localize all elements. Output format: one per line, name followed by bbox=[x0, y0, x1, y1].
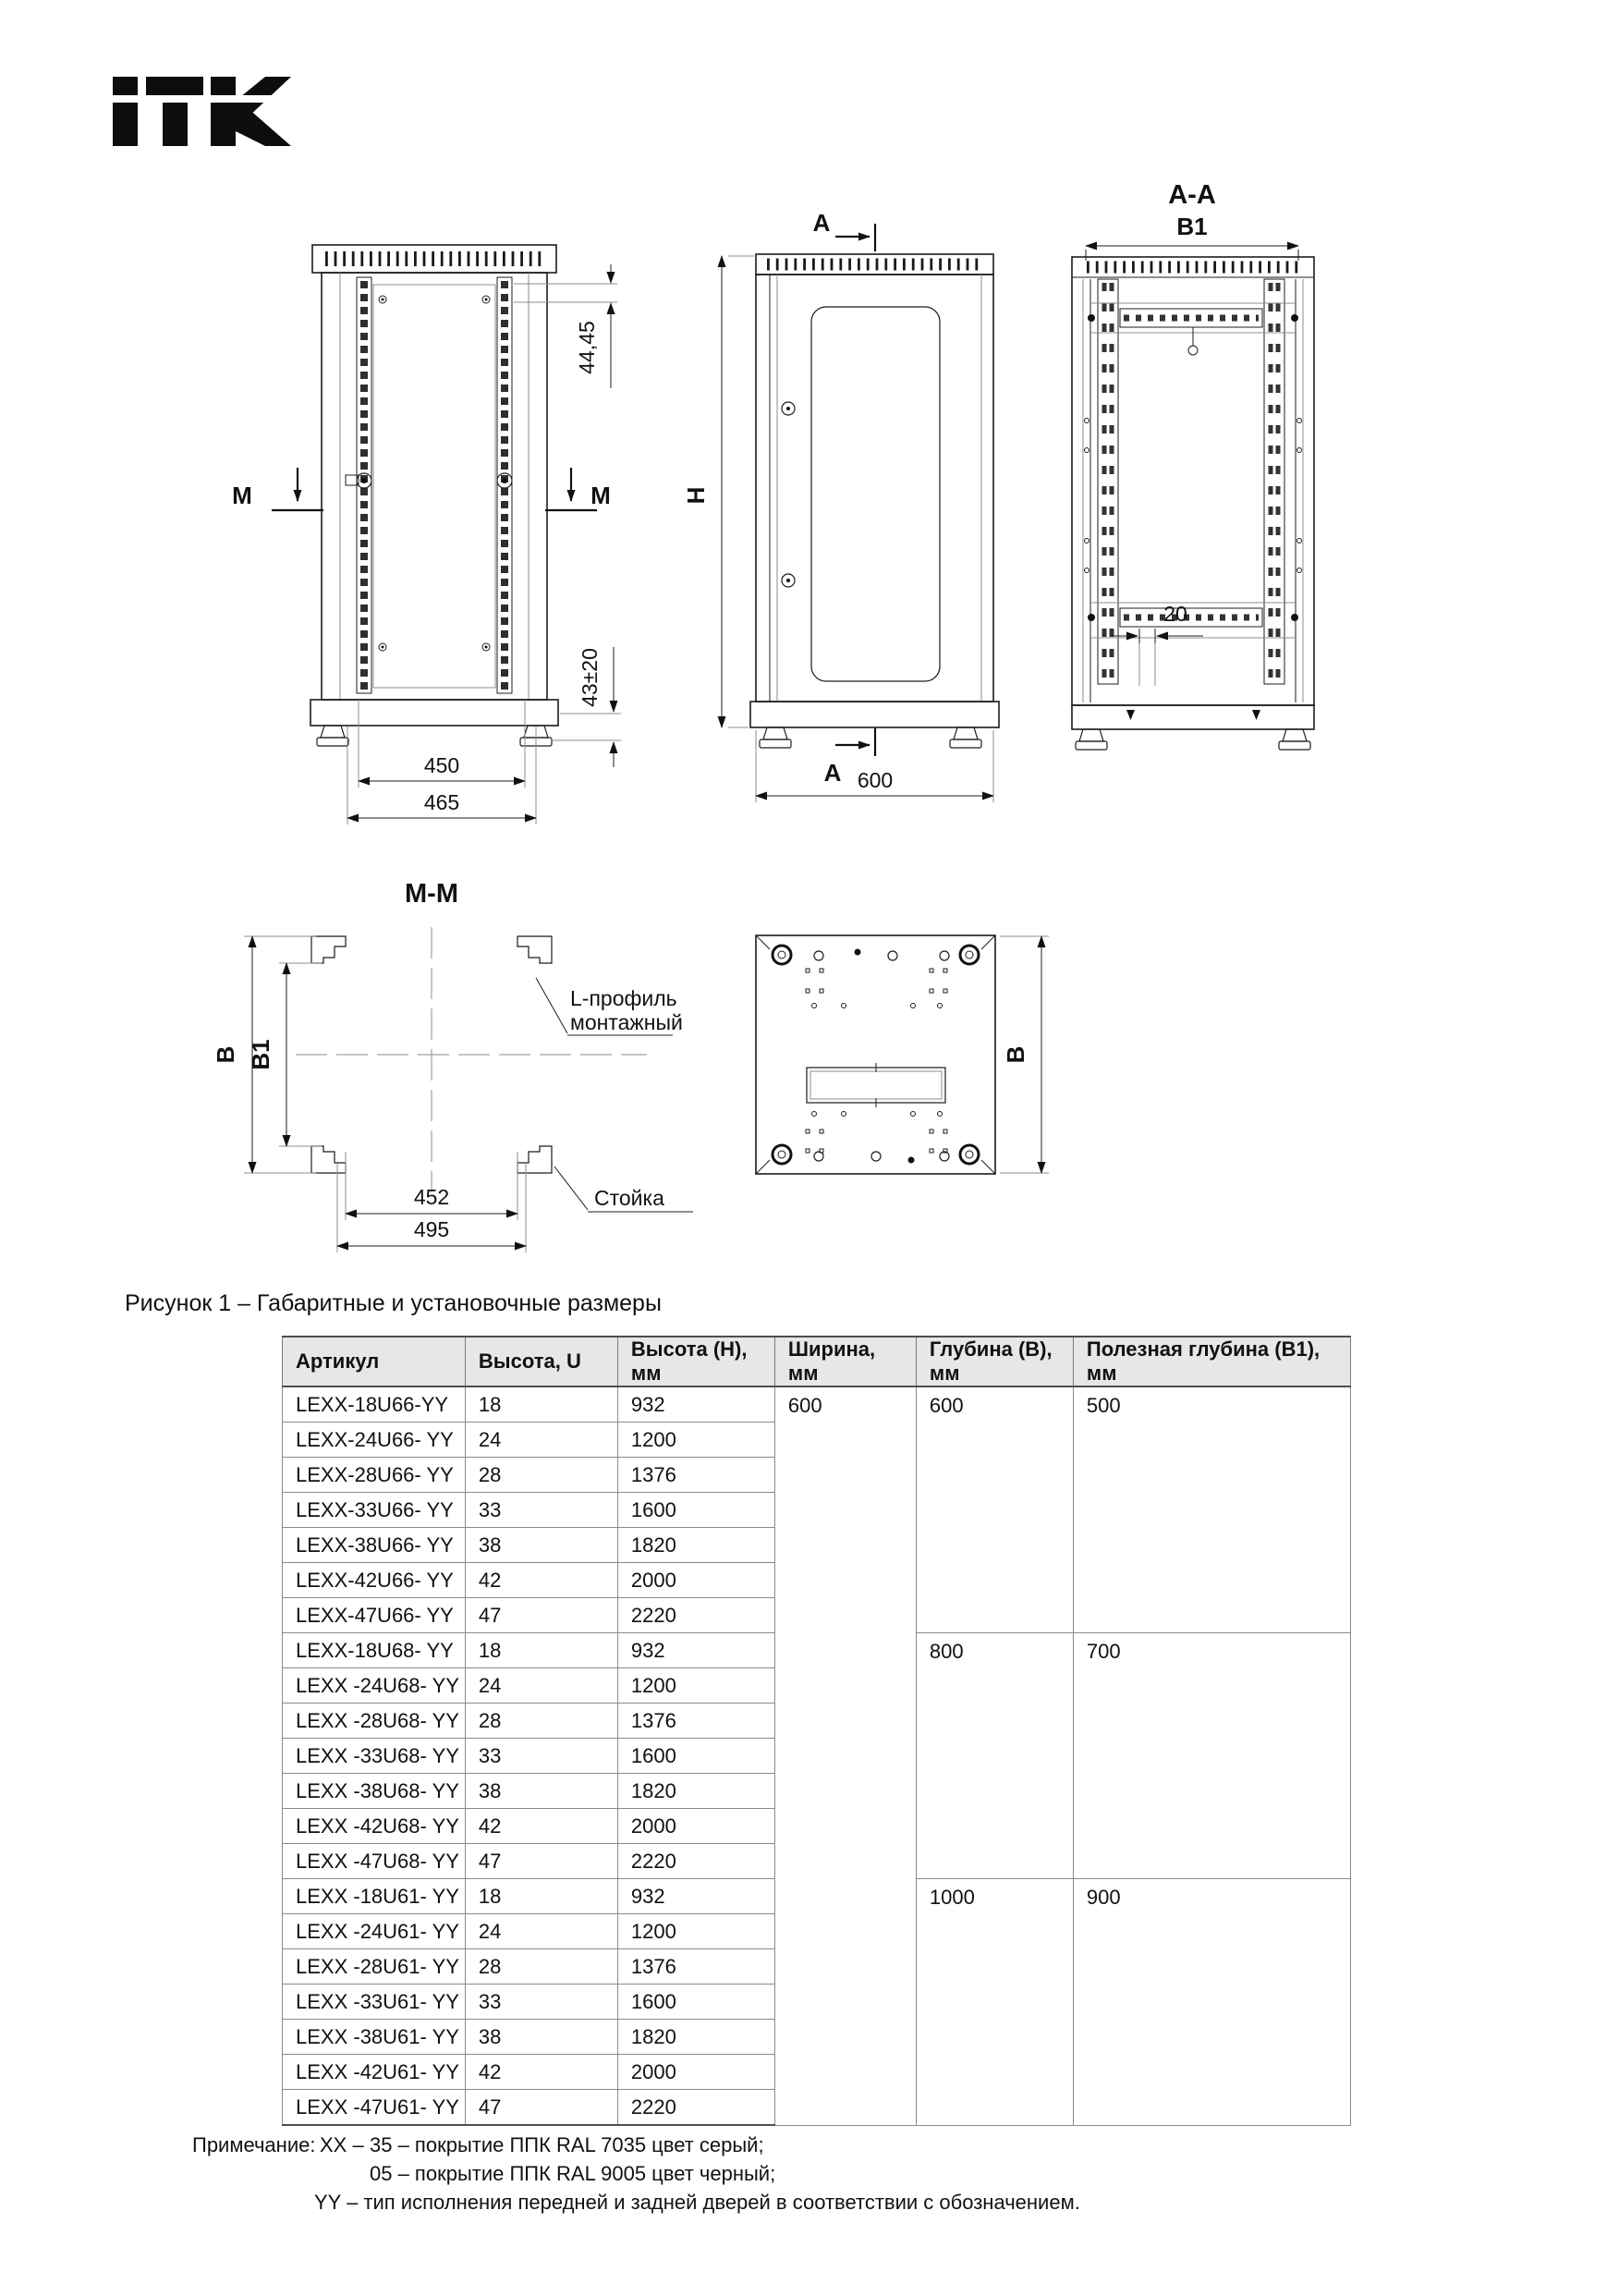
dim-465-label: 465 bbox=[423, 790, 460, 814]
front-view bbox=[232, 245, 621, 824]
a-label-top: A bbox=[812, 209, 831, 237]
col-width: Ширина, мм bbox=[774, 1337, 916, 1386]
depth-cell: 800 bbox=[916, 1633, 1073, 1879]
table-row: LEXX-38U66- YY 38 1820 bbox=[283, 1528, 1351, 1563]
dim-44-45 bbox=[514, 264, 617, 388]
section-marker-m-right bbox=[545, 468, 611, 510]
col-depth: Глубина (B), мм bbox=[916, 1337, 1073, 1386]
l-profile-label-line1: L-профиль bbox=[570, 986, 677, 1010]
table-row: LEXX -33U61- YY 33 1600 bbox=[283, 1985, 1351, 2020]
dim-600-label: 600 bbox=[857, 768, 894, 792]
height-mm-cell: 932 bbox=[617, 1386, 774, 1423]
table-row: LEXX-28U66- YY 28 1376 bbox=[283, 1458, 1351, 1493]
section-mm-view bbox=[212, 879, 693, 1252]
dim-43-20-label: 43±20 bbox=[578, 648, 602, 707]
table-row: LEXX -42U61- YY 42 2000 bbox=[283, 2055, 1351, 2090]
door-window bbox=[811, 307, 940, 681]
depth-cell: 600 bbox=[916, 1386, 1073, 1633]
col-useful-depth: Полезная глубина (B1), мм bbox=[1073, 1337, 1350, 1386]
table-row: LEXX -42U68- YY 42 2000 bbox=[283, 1809, 1351, 1844]
note-xx-label: XX – bbox=[320, 2133, 364, 2156]
dim-b-bottom bbox=[1000, 936, 1049, 1173]
table-row: LEXX -47U68- YY 47 2220 bbox=[283, 1844, 1351, 1879]
dim-495-label: 495 bbox=[413, 1217, 450, 1241]
dim-b1-mm-label: B1 bbox=[247, 1039, 274, 1070]
useful-depth-cell: 900 bbox=[1073, 1879, 1350, 2126]
table-row: LEXX -24U61- YY 24 1200 bbox=[283, 1914, 1351, 1949]
note-line3: YY – тип исполнения передней и задней дверей в соответствии с обозначением. bbox=[314, 2191, 1080, 2214]
dim-450 bbox=[359, 700, 525, 788]
article-cell: LEXX-18U66-YY bbox=[283, 1386, 466, 1423]
dimensions-table bbox=[282, 1336, 1351, 2126]
cable-entry-slot bbox=[807, 1063, 945, 1107]
side-view bbox=[682, 209, 999, 802]
bottom-view bbox=[756, 935, 1049, 1174]
depth-cell: 1000 bbox=[916, 1879, 1073, 2126]
table-row: LEXX -28U61- YY 28 1376 bbox=[283, 1949, 1351, 1985]
note-label: Примечание: bbox=[192, 2133, 316, 2156]
dim-452-label: 452 bbox=[413, 1185, 450, 1209]
col-height-mm: Высота (H), мм bbox=[617, 1337, 774, 1386]
figure-caption: Рисунок 1 – Габаритные и установочные размеры bbox=[125, 1290, 662, 1316]
height-u-cell: 18 bbox=[465, 1386, 617, 1423]
table-header-row bbox=[283, 1337, 1351, 1386]
section-marker-a-top bbox=[813, 209, 875, 251]
a-label-bottom: A bbox=[823, 759, 842, 787]
dim-b-bottom-label: B bbox=[1002, 1045, 1029, 1064]
dim-h bbox=[682, 256, 754, 727]
section-marker-m-left bbox=[232, 468, 323, 510]
note-line1: 35 – покрытие ППК RAL 7035 цвет серый; bbox=[370, 2133, 764, 2156]
useful-depth-cell: 700 bbox=[1073, 1633, 1350, 1879]
width-cell: 600 bbox=[774, 1386, 916, 2125]
dim-b1-top bbox=[1086, 246, 1298, 261]
foot-mounts bbox=[773, 946, 979, 1164]
dim-452 bbox=[346, 1152, 517, 1220]
useful-depth-cell: 500 bbox=[1073, 1386, 1350, 1633]
table-row: LEXX -18U61- YY 18 932 1000 900 bbox=[283, 1879, 1351, 1914]
table-row: LEXX -33U68- YY 33 1600 bbox=[283, 1739, 1351, 1774]
table-row: LEXX-18U68- YY 18 932 800 700 bbox=[283, 1633, 1351, 1668]
note-line2: 05 – покрытие ППК RAL 9005 цвет черный; bbox=[370, 2162, 776, 2185]
section-aa-view bbox=[1072, 180, 1314, 750]
table-row: LEXX-47U66- YY 47 2220 bbox=[283, 1598, 1351, 1633]
table-row: LEXX-24U66- YY 24 1200 bbox=[283, 1423, 1351, 1458]
callout-l-profile bbox=[536, 978, 683, 1035]
l-profile-label-line2: монтажный bbox=[570, 1010, 683, 1034]
m-label-left: M bbox=[232, 482, 252, 509]
section-aa-title: A-A bbox=[1168, 180, 1216, 210]
m-label-right: M bbox=[590, 482, 611, 509]
table-row: LEXX -38U68- YY 38 1820 bbox=[283, 1774, 1351, 1809]
leveling-feet bbox=[317, 726, 552, 746]
dim-43-20 bbox=[551, 647, 621, 767]
table-row bbox=[283, 1386, 1351, 1423]
dim-44-45-label: 44,45 bbox=[575, 321, 599, 374]
table-row: LEXX-33U66- YY 33 1600 bbox=[283, 1493, 1351, 1528]
table-row: LEXX -28U68- YY 28 1376 bbox=[283, 1704, 1351, 1739]
table-row: LEXX -47U61- YY 47 2220 bbox=[283, 2090, 1351, 2126]
table-row: LEXX-42U66- YY 42 2000 bbox=[283, 1563, 1351, 1598]
callout-stand bbox=[554, 1166, 693, 1212]
section-aa-b1-label: B1 bbox=[1176, 213, 1208, 240]
dim-20-label: 20 bbox=[1163, 602, 1187, 626]
stand-label: Стойка bbox=[594, 1186, 664, 1210]
dim-h-label: H bbox=[682, 486, 710, 505]
table-row: LEXX -24U68- YY 24 1200 bbox=[283, 1668, 1351, 1704]
col-height-u: Высота, U bbox=[465, 1337, 617, 1386]
itk-logo bbox=[106, 77, 305, 146]
section-mm-title: M-M bbox=[405, 879, 458, 909]
dim-450-label: 450 bbox=[423, 753, 460, 777]
dim-b-mm-label: B bbox=[212, 1045, 239, 1064]
col-article: Артикул bbox=[283, 1337, 466, 1386]
table-row: LEXX -38U61- YY 38 1820 bbox=[283, 2020, 1351, 2055]
